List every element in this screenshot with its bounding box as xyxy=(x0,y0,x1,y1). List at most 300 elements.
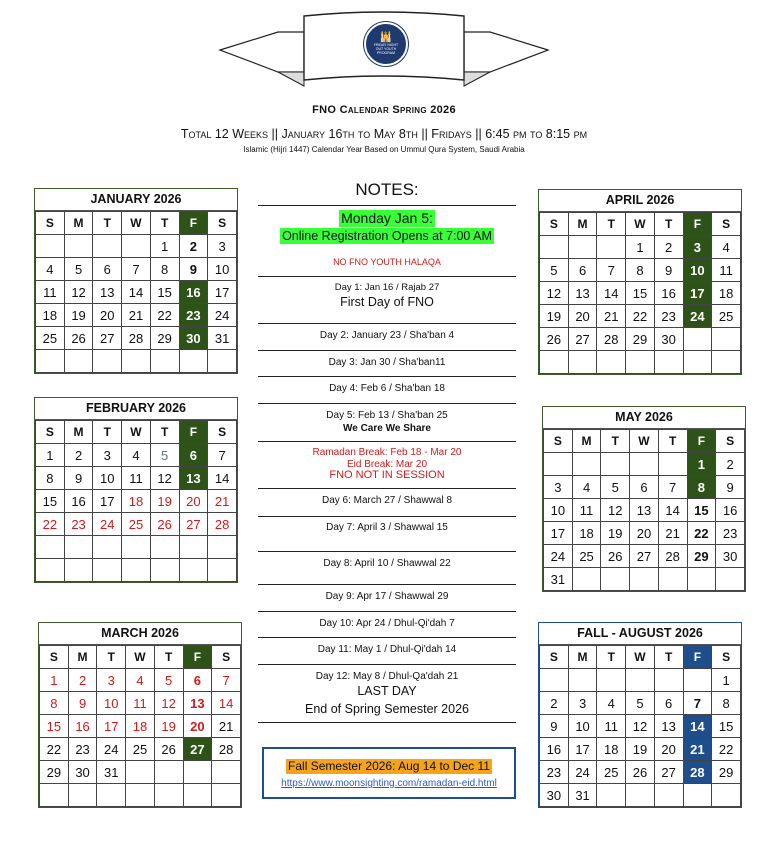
calendar-week-row xyxy=(36,536,237,559)
calendar-day-cell: 4 xyxy=(122,444,151,467)
calendar-day-cell xyxy=(40,784,69,807)
calendar-day-cell xyxy=(183,761,212,784)
weekday-label: T xyxy=(654,646,683,669)
weekday-label: T xyxy=(601,430,630,453)
calendar-day-cell: 13 xyxy=(183,692,212,715)
weekday-label: W xyxy=(630,430,659,453)
calendar-day-cell: 7 xyxy=(212,669,241,692)
calendar-day-cell: 14 xyxy=(122,281,151,304)
calendar-day-cell xyxy=(122,350,151,373)
calendar-day-cell: 19 xyxy=(150,490,179,513)
calendar-day-cell xyxy=(683,351,712,374)
calendar-day-cell xyxy=(93,559,122,582)
calendar-day-cell xyxy=(683,784,712,807)
calendar-day-cell: 24 xyxy=(97,738,126,761)
calendar-day-cell: 11 xyxy=(126,692,155,715)
calendar-january xyxy=(34,188,238,374)
calendar-day-cell: 5 xyxy=(540,259,569,282)
note-day8 xyxy=(258,557,516,570)
calendar-day-cell: 23 xyxy=(179,304,208,327)
calendar-day-cell xyxy=(64,235,93,258)
calendar-day-cell: 27 xyxy=(93,327,122,350)
divider xyxy=(258,276,516,277)
calendar-week-row xyxy=(40,692,241,715)
calendar-day-cell: 11 xyxy=(572,499,601,522)
day7-text: Day 7: April 3 / Shawwal 15 xyxy=(326,522,448,533)
calendar-day-cell: 17 xyxy=(208,281,237,304)
calendar-day-cell: 5 xyxy=(626,692,655,715)
calendar-day-cell: 25 xyxy=(126,738,155,761)
calendar-day-cell: 18 xyxy=(597,738,626,761)
day6-text: Day 6: March 27 / Shawwal 8 xyxy=(321,495,453,506)
calendar-day-cell: 29 xyxy=(626,328,655,351)
calendar-week-row xyxy=(36,467,237,490)
calendar-day-cell: 23 xyxy=(540,761,569,784)
calendar-day-cell xyxy=(122,536,151,559)
calendar-day-cell: 24 xyxy=(683,305,712,328)
calendar-day-cell: 10 xyxy=(208,258,237,281)
calendar-title: FALL - AUGUST 2026 xyxy=(539,623,741,645)
calendar-day-cell: 1 xyxy=(150,235,179,258)
calendar-day-cell xyxy=(654,351,683,374)
calendar-day-cell xyxy=(544,453,573,476)
calendar-day-cell: 9 xyxy=(540,715,569,738)
calendar-day-cell: 14 xyxy=(597,282,626,305)
weekday-label: S xyxy=(36,421,65,444)
calendar-day-cell xyxy=(179,559,208,582)
calendar-day-cell xyxy=(626,351,655,374)
calendar-day-cell: 25 xyxy=(597,761,626,784)
calendar-day-cell xyxy=(208,559,237,582)
calendar-day-cell xyxy=(212,761,241,784)
weekday-label: F xyxy=(179,421,208,444)
calendar-day-cell: 3 xyxy=(683,236,712,259)
calendar-week-row xyxy=(40,669,241,692)
day5-text: Day 5: Feb 13 / Sha'ban 25 xyxy=(326,410,448,421)
calendar-day-cell: 22 xyxy=(687,522,716,545)
calendar-day-cell: 2 xyxy=(68,669,97,692)
calendar-day-cell: 13 xyxy=(654,715,683,738)
weekday-label: T xyxy=(93,212,122,235)
note-day5 xyxy=(258,409,516,435)
calendar-day-cell: 21 xyxy=(597,305,626,328)
calendar-day-cell: 23 xyxy=(68,738,97,761)
calendar-week-row xyxy=(540,282,741,305)
calendar-day-cell xyxy=(626,784,655,807)
calendar-day-cell: 30 xyxy=(179,327,208,350)
calendar-day-cell: 5 xyxy=(150,444,179,467)
fall-semester-box xyxy=(262,747,516,799)
calendar-day-cell xyxy=(126,761,155,784)
moonsighting-link[interactable]: https://www.moonsighting.com/ramadan-eid.html xyxy=(281,778,497,789)
calendar-day-cell: 7 xyxy=(122,258,151,281)
hijri-note: Islamic (Hijri 1447) Calendar Year Based on Ummul Qura System, Saudi Arabia xyxy=(243,145,525,154)
note-day4 xyxy=(258,382,516,395)
calendar-day-cell xyxy=(154,784,183,807)
calendar-week-row xyxy=(36,327,237,350)
calendar-day-cell xyxy=(683,669,712,692)
note-day3 xyxy=(258,356,516,369)
note-ramadan xyxy=(258,447,516,482)
calendar-day-cell: 25 xyxy=(712,305,741,328)
calendar-day-cell: 17 xyxy=(544,522,573,545)
calendar-august xyxy=(538,622,742,808)
calendar-day-cell xyxy=(154,761,183,784)
calendar-day-cell: 1 xyxy=(687,453,716,476)
calendar-day-cell: 10 xyxy=(544,499,573,522)
calendar-day-cell xyxy=(179,350,208,373)
calendar-day-cell: 12 xyxy=(601,499,630,522)
weekday-label: S xyxy=(40,646,69,669)
calendar-week-row xyxy=(544,568,745,591)
calendar-day-cell: 25 xyxy=(122,513,151,536)
calendar-day-cell: 31 xyxy=(568,784,597,807)
weekday-label: F xyxy=(683,213,712,236)
weekday-label: W xyxy=(122,212,151,235)
calendar-day-cell: 21 xyxy=(212,715,241,738)
weekday-label: M xyxy=(64,212,93,235)
weekday-label: W xyxy=(626,213,655,236)
divider xyxy=(258,551,516,552)
calendar-day-cell: 17 xyxy=(683,282,712,305)
calendar-day-cell: 15 xyxy=(40,715,69,738)
calendar-day-cell: 22 xyxy=(40,738,69,761)
calendar-day-cell: 28 xyxy=(658,545,687,568)
calendar-day-cell: 19 xyxy=(154,715,183,738)
calendar-day-cell xyxy=(572,568,601,591)
weekday-label: S xyxy=(712,213,741,236)
calendar-april xyxy=(538,189,742,375)
calendar-day-cell: 11 xyxy=(36,281,65,304)
calendar-day-cell: 17 xyxy=(97,715,126,738)
eid-text: Eid Break: Mar 20 xyxy=(346,458,428,470)
calendar-day-cell xyxy=(36,559,65,582)
calendar-day-cell: 7 xyxy=(658,476,687,499)
calendar-day-cell: 29 xyxy=(712,761,741,784)
divider xyxy=(258,516,516,517)
no-halaqa-text: NO FNO YOUTH HALAQA xyxy=(333,257,441,267)
calendar-week-row xyxy=(540,236,741,259)
calendar-day-cell: 16 xyxy=(179,281,208,304)
calendar-day-cell: 28 xyxy=(597,328,626,351)
day3-text: Day 3: Jan 30 / Sha'ban11 xyxy=(328,357,446,368)
calendar-day-cell: 1 xyxy=(712,669,741,692)
weekday-label: M xyxy=(64,421,93,444)
calendar-week-row xyxy=(36,513,237,536)
calendar-day-cell: 1 xyxy=(36,444,65,467)
day2-text: Day 2: January 23 / Sha'ban 4 xyxy=(319,330,455,341)
calendar-week-row xyxy=(540,259,741,282)
calendar-title: MAY 2026 xyxy=(543,407,745,429)
weekday-label: S xyxy=(540,646,569,669)
weekday-label: T xyxy=(658,430,687,453)
weekday-label: S xyxy=(212,646,241,669)
calendar-day-cell: 6 xyxy=(179,444,208,467)
calendar-day-cell: 16 xyxy=(540,738,569,761)
note-day7 xyxy=(258,521,516,534)
calendar-day-cell: 5 xyxy=(601,476,630,499)
divider xyxy=(258,722,516,723)
calendar-week-row xyxy=(544,453,745,476)
calendar-day-cell: 4 xyxy=(572,476,601,499)
calendar-day-cell xyxy=(93,350,122,373)
calendar-day-cell: 5 xyxy=(154,669,183,692)
calendar-day-cell xyxy=(712,784,741,807)
weekday-label: F xyxy=(687,430,716,453)
calendar-day-cell: 30 xyxy=(540,784,569,807)
calendar-day-cell: 14 xyxy=(212,692,241,715)
day5-sub: We Care We Share xyxy=(342,423,431,434)
calendar-day-cell xyxy=(179,536,208,559)
calendar-day-cell: 14 xyxy=(208,467,237,490)
page-title: FNO Calendar Spring 2026 xyxy=(312,104,456,116)
calendar-week-row xyxy=(544,522,745,545)
weekday-label: F xyxy=(183,646,212,669)
calendar-day-cell: 18 xyxy=(122,490,151,513)
calendar-day-cell: 15 xyxy=(626,282,655,305)
calendar-day-cell: 9 xyxy=(654,259,683,282)
calendar-day-cell xyxy=(568,351,597,374)
calendar-week-row xyxy=(544,545,745,568)
calendar-day-cell: 27 xyxy=(630,545,659,568)
divider xyxy=(258,323,516,324)
weekday-label: T xyxy=(150,212,179,235)
calendar-day-cell: 23 xyxy=(716,522,745,545)
calendar-day-cell: 20 xyxy=(179,490,208,513)
calendar-day-cell: 8 xyxy=(687,476,716,499)
calendar-day-cell: 19 xyxy=(540,305,569,328)
calendar-day-cell: 9 xyxy=(716,476,745,499)
weekday-label: M xyxy=(68,646,97,669)
note-day12 xyxy=(258,670,516,718)
calendar-title: APRIL 2026 xyxy=(539,190,741,212)
calendar-day-cell xyxy=(630,453,659,476)
calendar-day-cell xyxy=(716,568,745,591)
calendar-day-cell: 11 xyxy=(712,259,741,282)
calendar-day-cell: 6 xyxy=(654,692,683,715)
calendar-day-cell: 11 xyxy=(597,715,626,738)
calendar-day-cell: 29 xyxy=(150,327,179,350)
weekday-label: M xyxy=(568,213,597,236)
divider xyxy=(258,637,516,638)
calendar-day-cell xyxy=(568,669,597,692)
calendar-week-row xyxy=(36,281,237,304)
divider xyxy=(258,488,516,489)
calendar-day-cell: 16 xyxy=(654,282,683,305)
calendar-day-cell xyxy=(597,669,626,692)
note-day10 xyxy=(258,617,516,630)
calendar-day-cell: 2 xyxy=(716,453,745,476)
registration-date: Monday Jan 5: xyxy=(341,210,433,226)
calendar-day-cell: 30 xyxy=(716,545,745,568)
weekday-label: S xyxy=(208,421,237,444)
calendar-day-cell xyxy=(122,559,151,582)
calendar-day-cell: 13 xyxy=(568,282,597,305)
calendar-day-cell xyxy=(712,328,741,351)
not-session-text: FNO NOT IN SESSION xyxy=(329,469,445,481)
calendar-day-cell: 6 xyxy=(183,669,212,692)
weekday-label: T xyxy=(93,421,122,444)
calendar-day-cell: 21 xyxy=(208,490,237,513)
calendar-day-cell xyxy=(712,351,741,374)
calendar-day-cell: 28 xyxy=(208,513,237,536)
calendar-day-cell: 4 xyxy=(36,258,65,281)
calendar-day-cell xyxy=(93,536,122,559)
calendar-day-cell xyxy=(658,453,687,476)
calendar-week-row xyxy=(40,761,241,784)
note-registration xyxy=(258,210,516,244)
weekday-label: M xyxy=(572,430,601,453)
page-subtitle: Total 12 Weeks || January 16th to May 8th || Fridays || 6:45 pm to 8:15 pm xyxy=(180,127,588,141)
calendar-day-cell: 15 xyxy=(712,715,741,738)
calendar-day-cell xyxy=(64,350,93,373)
calendar-day-cell xyxy=(601,568,630,591)
weekday-label: T xyxy=(597,213,626,236)
calendar-day-cell: 9 xyxy=(64,467,93,490)
calendar-day-cell: 26 xyxy=(601,545,630,568)
calendar-day-cell: 16 xyxy=(68,715,97,738)
calendar-day-cell: 20 xyxy=(183,715,212,738)
calendar-day-cell: 20 xyxy=(654,738,683,761)
calendar-day-cell: 10 xyxy=(683,259,712,282)
calendar-day-cell: 22 xyxy=(36,513,65,536)
calendar-day-cell: 2 xyxy=(654,236,683,259)
calendar-day-cell: 29 xyxy=(687,545,716,568)
calendar-day-cell: 26 xyxy=(626,761,655,784)
calendar-day-cell: 2 xyxy=(179,235,208,258)
calendar-week-row xyxy=(36,350,237,373)
calendar-day-cell: 31 xyxy=(208,327,237,350)
calendar-day-cell: 22 xyxy=(712,738,741,761)
calendar-title: FEBRUARY 2026 xyxy=(35,398,237,420)
calendar-day-cell: 16 xyxy=(716,499,745,522)
calendar-week-row xyxy=(40,715,241,738)
calendar-day-cell xyxy=(36,235,65,258)
calendar-day-cell: 3 xyxy=(93,444,122,467)
calendar-day-cell: 6 xyxy=(630,476,659,499)
calendar-day-cell: 24 xyxy=(568,761,597,784)
calendar-day-cell xyxy=(540,351,569,374)
calendar-day-cell xyxy=(597,236,626,259)
calendar-day-cell: 7 xyxy=(597,259,626,282)
divider xyxy=(258,611,516,612)
calendar-week-row xyxy=(36,444,237,467)
calendar-day-cell: 1 xyxy=(40,669,69,692)
weekday-label: T xyxy=(154,646,183,669)
calendar-week-row xyxy=(36,258,237,281)
program-logo xyxy=(364,22,408,66)
calendar-day-cell xyxy=(150,536,179,559)
calendar-day-cell xyxy=(212,784,241,807)
calendar-day-cell: 27 xyxy=(179,513,208,536)
calendar-day-cell: 18 xyxy=(126,715,155,738)
calendar-day-cell: 2 xyxy=(540,692,569,715)
calendar-day-cell xyxy=(540,669,569,692)
calendar-day-cell: 25 xyxy=(36,327,65,350)
day4-text: Day 4: Feb 6 / Sha'ban 18 xyxy=(329,383,445,394)
calendar-day-cell: 26 xyxy=(64,327,93,350)
calendar-day-cell xyxy=(36,350,65,373)
calendar-day-cell: 6 xyxy=(93,258,122,281)
calendar-day-cell: 22 xyxy=(150,304,179,327)
calendar-day-cell: 13 xyxy=(179,467,208,490)
calendar-week-row xyxy=(40,738,241,761)
calendar-day-cell xyxy=(687,568,716,591)
calendar-day-cell xyxy=(122,235,151,258)
calendar-day-cell: 28 xyxy=(683,761,712,784)
calendar-day-cell: 23 xyxy=(654,305,683,328)
weekday-label: W xyxy=(122,421,151,444)
calendar-day-cell: 25 xyxy=(572,545,601,568)
calendar-day-cell xyxy=(597,351,626,374)
divider xyxy=(258,584,516,585)
calendar-day-cell xyxy=(683,328,712,351)
note-day6 xyxy=(258,494,516,507)
calendar-day-cell: 12 xyxy=(626,715,655,738)
calendar-day-cell xyxy=(64,536,93,559)
calendar-day-cell: 7 xyxy=(208,444,237,467)
calendar-title: MARCH 2026 xyxy=(39,623,241,645)
calendar-day-cell: 15 xyxy=(36,490,65,513)
calendar-week-row xyxy=(36,235,237,258)
calendar-day-cell: 21 xyxy=(122,304,151,327)
calendar-day-cell xyxy=(150,559,179,582)
weekday-label: T xyxy=(654,213,683,236)
calendar-week-row xyxy=(540,761,741,784)
calendar-week-row xyxy=(540,738,741,761)
calendar-day-cell: 24 xyxy=(208,304,237,327)
weekday-label: S xyxy=(712,646,741,669)
end-semester-text: End of Spring Semester 2026 xyxy=(305,702,469,716)
calendar-day-cell: 9 xyxy=(179,258,208,281)
calendar-day-cell: 23 xyxy=(64,513,93,536)
notes-title: NOTES: xyxy=(355,180,419,199)
calendar-day-cell: 19 xyxy=(601,522,630,545)
weekday-label: S xyxy=(544,430,573,453)
note-day11 xyxy=(258,643,516,656)
divider xyxy=(258,376,516,377)
mosque-icon: 🕌 xyxy=(379,32,393,43)
calendar-week-row xyxy=(540,328,741,351)
calendar-week-row xyxy=(36,304,237,327)
calendar-week-row xyxy=(40,784,241,807)
calendar-day-cell: 18 xyxy=(712,282,741,305)
calendar-day-cell: 26 xyxy=(540,328,569,351)
calendar-day-cell xyxy=(630,568,659,591)
calendar-day-cell: 30 xyxy=(654,328,683,351)
calendar-day-cell: 27 xyxy=(568,328,597,351)
divider xyxy=(258,403,516,404)
calendar-day-cell xyxy=(597,784,626,807)
calendar-day-cell: 4 xyxy=(597,692,626,715)
calendar-day-cell: 15 xyxy=(687,499,716,522)
calendar-day-cell xyxy=(183,784,212,807)
calendar-day-cell xyxy=(64,559,93,582)
logo-text: FRIDAY NIGHT OUT YOUTH PROGRAM xyxy=(373,43,399,55)
calendar-day-cell: 8 xyxy=(150,258,179,281)
ramadan-text: Ramadan Break: Feb 18 - Mar 20 xyxy=(312,447,462,458)
day1-sub: First Day of FNO xyxy=(340,295,434,309)
calendar-day-cell: 28 xyxy=(122,327,151,350)
calendar-week-row xyxy=(540,669,741,692)
calendar-week-row xyxy=(540,692,741,715)
calendar-day-cell: 6 xyxy=(568,259,597,282)
weekday-label: S xyxy=(36,212,65,235)
divider xyxy=(258,350,516,351)
weekday-label: T xyxy=(597,646,626,669)
calendar-day-cell: 24 xyxy=(93,513,122,536)
calendar-day-cell: 5 xyxy=(64,258,93,281)
